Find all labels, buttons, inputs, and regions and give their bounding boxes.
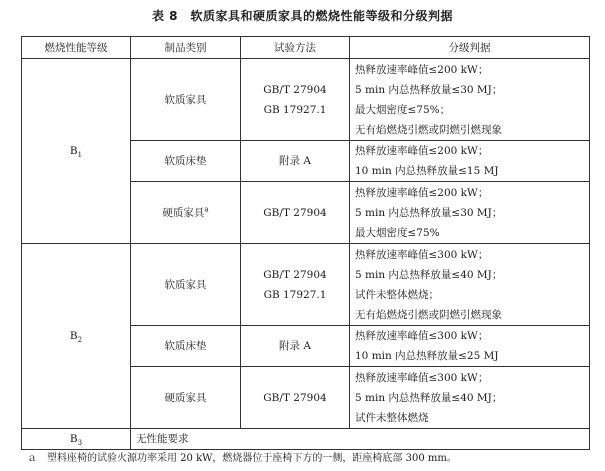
header-level: 燃烧性能等级 bbox=[22, 37, 131, 59]
table-row bbox=[22, 429, 590, 450]
classification-table bbox=[21, 36, 590, 450]
level-cell-b2: $B_2$ bbox=[22, 244, 131, 429]
level-cell-b1: $B_1$ bbox=[22, 59, 131, 244]
header-method: 试验方法 bbox=[241, 37, 350, 59]
table-row bbox=[22, 59, 590, 141]
header-product: 制品类别 bbox=[131, 37, 241, 59]
product-cell: 软质家具 bbox=[131, 59, 241, 141]
product-cell: 软质床垫 bbox=[131, 326, 241, 367]
criteria-cell: 热释放速率峰值≤300 kW； 10 min 内总热释放量≤25 MJ bbox=[350, 326, 590, 367]
method-cell: GB/T 27904 GB 17927.1 bbox=[241, 59, 350, 141]
criteria-cell: 热释放速率峰值≤200 kW； 10 min 内总热释放量≤15 MJ bbox=[350, 141, 590, 182]
criteria-cell: 热释放速率峰值≤200 kW； 5 min 内总热释放量≤30 MJ； 最大烟密度≤75%； 无有焰燃烧引燃或阴燃引燃现象 bbox=[350, 59, 590, 141]
method-cell: GB/T 27904 GB 17927.1 bbox=[241, 244, 350, 326]
table-body bbox=[22, 59, 590, 450]
table-caption: 表 8 软质家具和硬质家具的燃烧性能等级和分级判据 bbox=[151, 9, 454, 23]
table-footnote: ａ 塑料座椅的试验火源功率采用 20 kW，燃烧器位于座椅下方的一侧，距座椅底部 300 mm。 bbox=[27, 453, 457, 464]
product-cell: 软质床垫 bbox=[131, 141, 241, 182]
method-cell: GB/T 27904 bbox=[241, 367, 350, 429]
product-cell: 硬质家具$^a$ bbox=[131, 182, 241, 244]
table-row bbox=[22, 244, 590, 326]
method-cell: 附录 A bbox=[241, 326, 350, 367]
product-cell: 硬质家具 bbox=[131, 367, 241, 429]
product-cell: 软质家具 bbox=[131, 244, 241, 326]
criteria-cell: 热释放速率峰值≤300 kW； 5 min 内总热释放量≤40 MJ； 试件未整体燃烧 bbox=[350, 367, 590, 429]
no-requirement-cell: 无性能要求 bbox=[131, 429, 590, 450]
criteria-cell: 热释放速率峰值≤200 kW； 5 min 内总热释放量≤30 MJ； 最大烟密度≤75% bbox=[350, 182, 590, 244]
footnote-marker: a bbox=[204, 205, 209, 213]
method-cell: GB/T 27904 bbox=[241, 182, 350, 244]
level-cell-b3: $B_3$ bbox=[22, 429, 131, 450]
criteria-cell: 热释放速率峰值≤300 kW； 5 min 内总热释放量≤40 MJ； 试件未整体燃烧； 无有焰燃烧引燃或阴燃引燃现象 bbox=[350, 244, 590, 326]
header-criteria: 分级判据 bbox=[350, 37, 590, 59]
method-cell: 附录 A bbox=[241, 141, 350, 182]
header-row bbox=[22, 37, 590, 59]
